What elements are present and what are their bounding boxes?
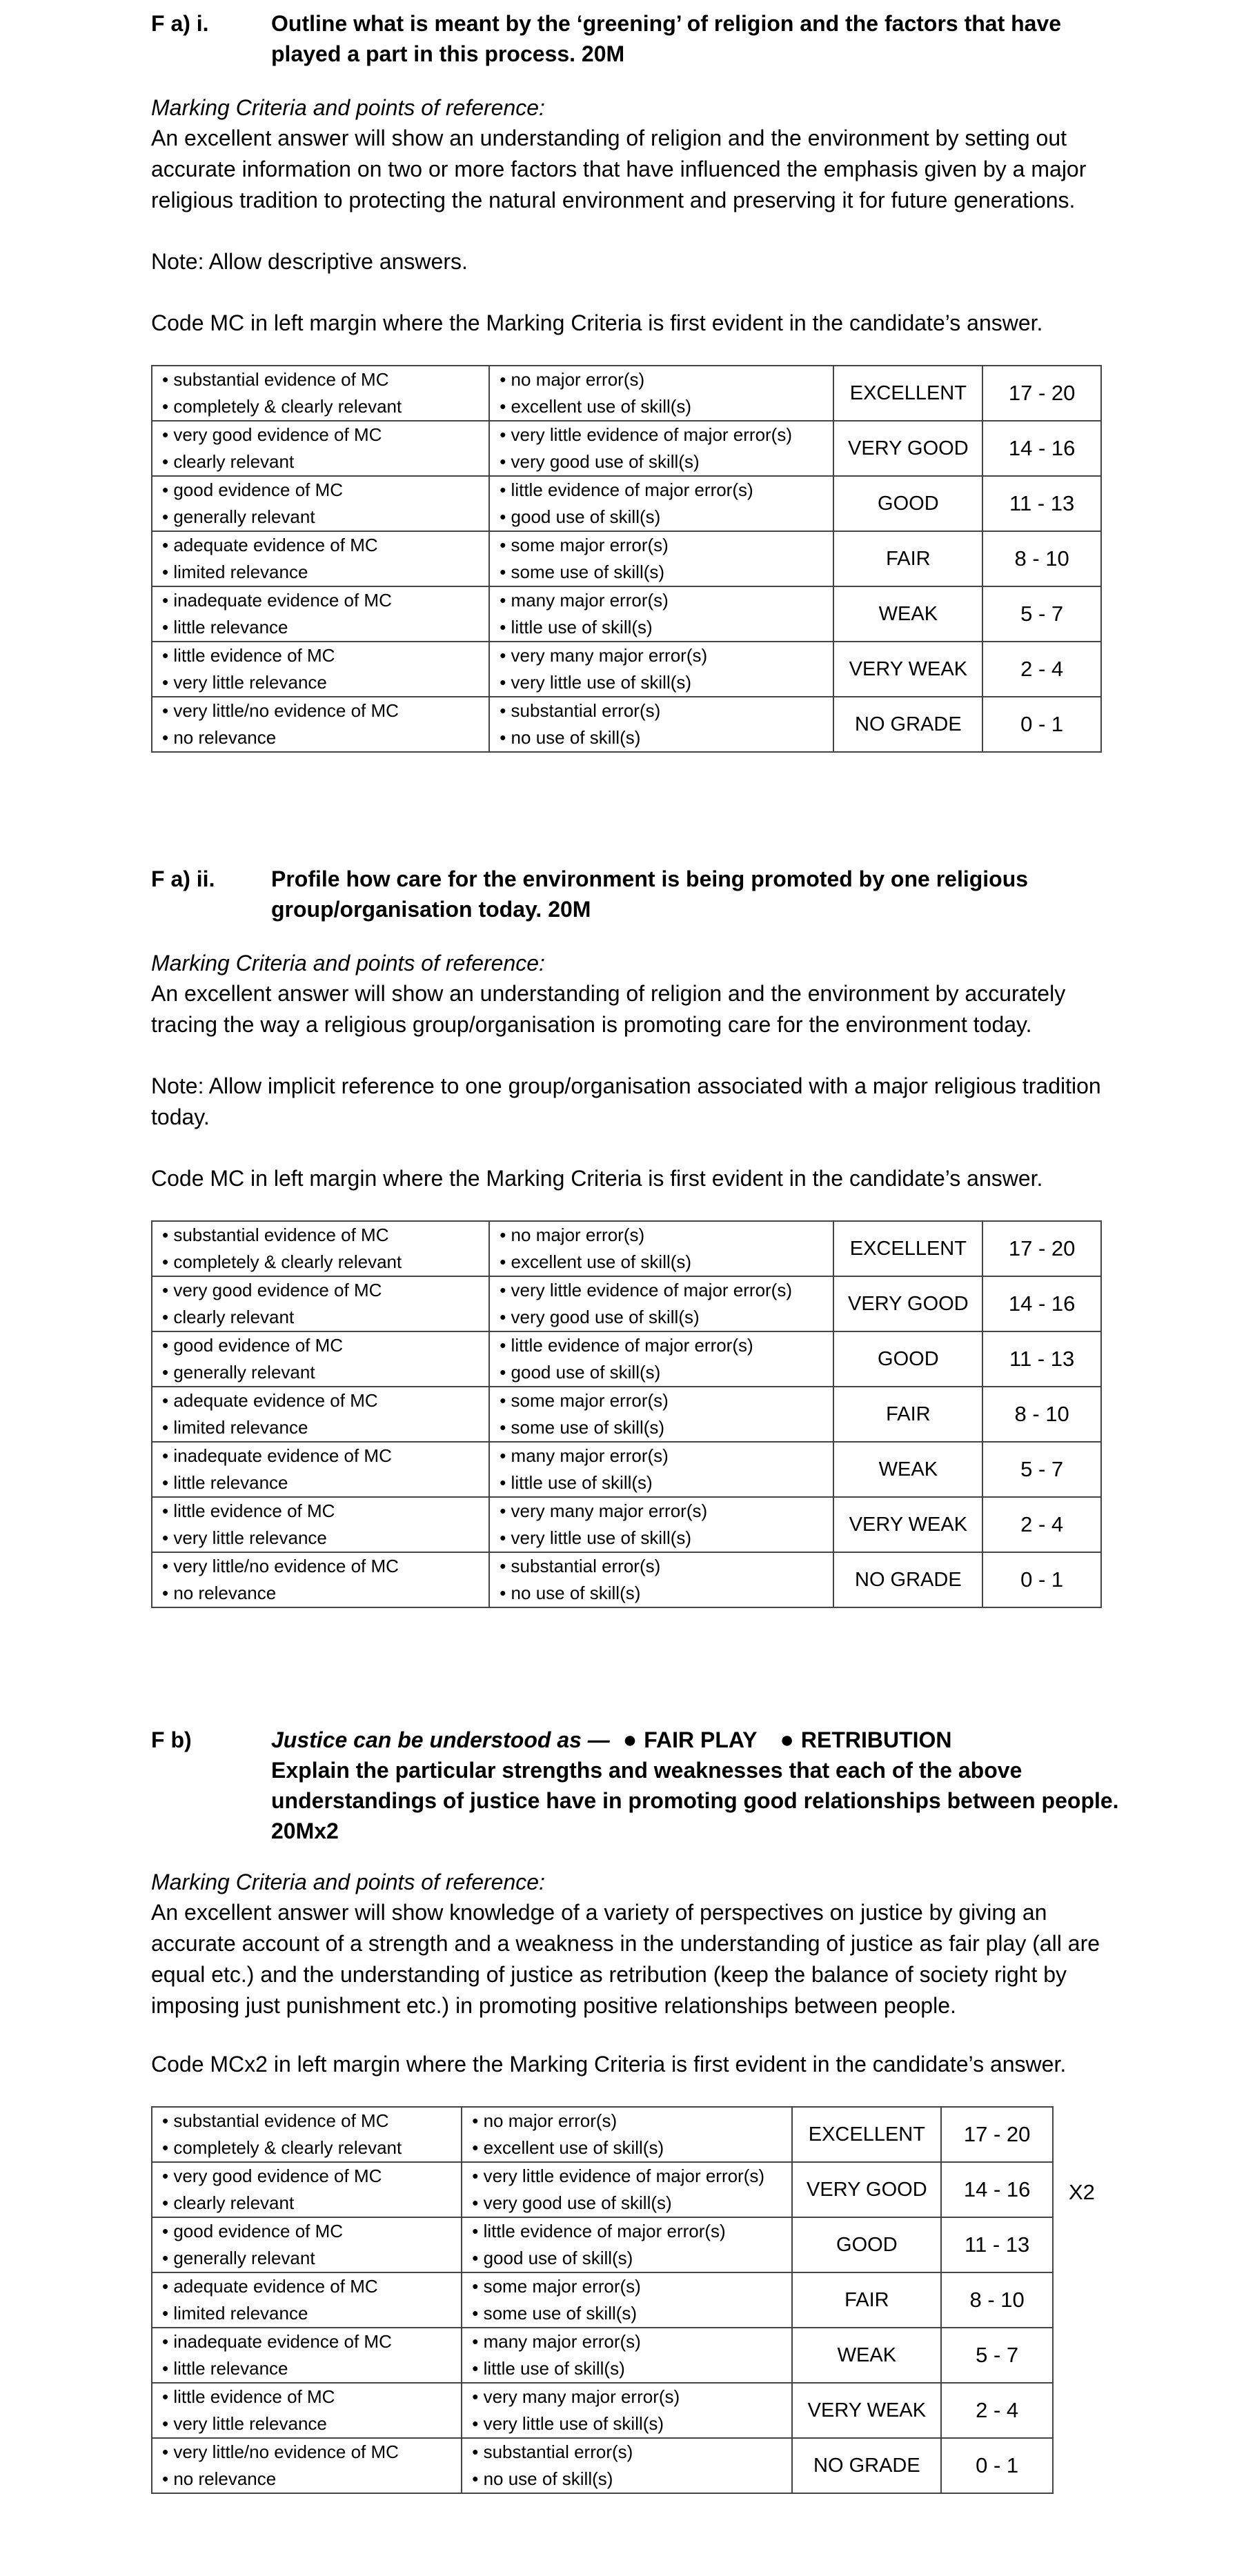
range-cell: 11 - 13 xyxy=(982,1331,1101,1387)
evidence-cell xyxy=(152,1331,489,1387)
evidence-cell xyxy=(152,2107,462,2162)
rubric-row xyxy=(152,1221,1101,1276)
option-retribution: ● RETRIBUTION xyxy=(780,1727,952,1753)
grade-cell: NO GRADE xyxy=(792,2438,941,2493)
evidence-text: • substantial evidence of MC xyxy=(162,1225,389,1245)
evidence-cell xyxy=(152,1387,489,1442)
range-cell: 17 - 20 xyxy=(941,2107,1053,2162)
evidence-cell xyxy=(152,586,489,642)
relevance-text: • no relevance xyxy=(162,727,277,748)
question-number: F a) ii. xyxy=(151,866,215,891)
evidence-text: • inadequate evidence of MC xyxy=(162,2331,392,2352)
skills-text: • some use of skill(s) xyxy=(472,2303,638,2324)
evidence-cell xyxy=(152,2272,462,2328)
code-note: Code MC in left margin where the Marking Criteria is first evident in the candidate’s answer. xyxy=(151,310,1043,335)
range-cell: 8 - 10 xyxy=(982,531,1101,586)
errors-text: • no major error(s) xyxy=(500,369,645,390)
errors-cell xyxy=(462,2217,792,2272)
evidence-text: • very good evidence of MC xyxy=(162,1280,382,1300)
grade-cell: WEAK xyxy=(833,1442,982,1497)
errors-text: • very little evidence of major error(s) xyxy=(500,1280,793,1300)
evidence-cell xyxy=(152,421,489,476)
grade-cell: VERY WEAK xyxy=(833,1497,982,1552)
skills-text: • very little use of skill(s) xyxy=(500,672,692,693)
rubric-table xyxy=(151,365,1102,753)
errors-text: • some major error(s) xyxy=(500,535,669,555)
errors-text: • very many major error(s) xyxy=(472,2386,680,2407)
evidence-cell xyxy=(152,642,489,697)
question-heading xyxy=(151,8,1131,69)
relevance-text: • no relevance xyxy=(162,1583,277,1603)
grade-cell: GOOD xyxy=(792,2217,941,2272)
skills-text: • no use of skill(s) xyxy=(472,2468,613,2489)
rubric-row xyxy=(152,2383,1053,2438)
errors-text: • no major error(s) xyxy=(500,1225,645,1245)
range-cell: 5 - 7 xyxy=(982,1442,1101,1497)
errors-cell xyxy=(462,2272,792,2328)
note: Note: Allow descriptive answers. xyxy=(151,249,468,274)
relevance-text: • very little relevance xyxy=(162,2413,327,2434)
evidence-text: • inadequate evidence of MC xyxy=(162,590,392,611)
skills-text: • excellent use of skill(s) xyxy=(472,2137,664,2158)
grade-cell: VERY GOOD xyxy=(833,1276,982,1331)
evidence-cell xyxy=(152,1221,489,1276)
question-text: Profile how care for the environment is being promoted by one religious group/organisation today. 20M xyxy=(271,866,1029,922)
relevance-text: • very little relevance xyxy=(162,672,327,693)
skills-text: • excellent use of skill(s) xyxy=(500,1251,692,1272)
evidence-text: • good evidence of MC xyxy=(162,2221,344,2241)
relevance-text: • very little relevance xyxy=(162,1527,327,1548)
relevance-text: • clearly relevant xyxy=(162,1307,295,1327)
relevance-text: • generally relevant xyxy=(162,2248,315,2268)
evidence-cell xyxy=(152,2162,462,2217)
evidence-cell xyxy=(152,697,489,752)
range-cell: 14 - 16 xyxy=(941,2162,1053,2217)
question-number: F b) xyxy=(151,1727,192,1752)
skills-text: • good use of skill(s) xyxy=(500,506,661,527)
range-cell: 11 - 13 xyxy=(982,476,1101,531)
relevance-text: • little relevance xyxy=(162,2358,288,2379)
relevance-text: • generally relevant xyxy=(162,1362,315,1383)
evidence-text: • adequate evidence of MC xyxy=(162,2276,378,2297)
question-heading xyxy=(151,864,1131,924)
marking-criteria-label: Marking Criteria and points of reference: xyxy=(151,951,545,975)
errors-cell xyxy=(489,1221,833,1276)
grade-cell: EXCELLENT xyxy=(792,2107,941,2162)
errors-text: • little evidence of major error(s) xyxy=(500,1335,753,1356)
grade-cell: NO GRADE xyxy=(833,1552,982,1607)
evidence-text: • little evidence of MC xyxy=(162,1500,335,1521)
evidence-cell xyxy=(152,2438,462,2493)
errors-cell xyxy=(489,366,833,421)
range-cell: 0 - 1 xyxy=(982,697,1101,752)
question-text: Outline what is meant by the ‘greening’ of religion and the factors that have played a part in this process. 20M xyxy=(271,11,1062,66)
question-number: F a) i. xyxy=(151,11,209,36)
evidence-cell xyxy=(152,1497,489,1552)
evidence-text: • little evidence of MC xyxy=(162,645,335,666)
errors-text: • very many major error(s) xyxy=(500,1500,708,1521)
relevance-text: • no relevance xyxy=(162,2468,277,2489)
evidence-text: • very good evidence of MC xyxy=(162,2166,382,2186)
errors-text: • substantial error(s) xyxy=(500,1556,661,1576)
skills-text: • very good use of skill(s) xyxy=(500,451,700,472)
code-note: Code MCx2 in left margin where the Marking Criteria is first evident in the candidate’s answer. xyxy=(151,2052,1067,2077)
range-cell: 11 - 13 xyxy=(941,2217,1053,2272)
grade-cell: VERY GOOD xyxy=(792,2162,941,2217)
question-text: Explain the particular strengths and weaknesses that each of the above understandings of justice have in promoting good relationships between people. 20Mx2 xyxy=(271,1758,1119,1843)
evidence-text: • substantial evidence of MC xyxy=(162,2110,389,2131)
evidence-text: • substantial evidence of MC xyxy=(162,369,389,390)
rubric-row xyxy=(152,697,1101,752)
evidence-cell xyxy=(152,1552,489,1607)
relevance-text: • generally relevant xyxy=(162,506,315,527)
grade-cell: WEAK xyxy=(833,586,982,642)
rubric-row xyxy=(152,531,1101,586)
marking-criteria-text: An excellent answer will show an understanding of religion and the environment by setting out accurate information on two or more factors that have influenced the emphasis given by a major religious tradition to protecting the natural environment and preserving it for future generations. xyxy=(151,126,1087,212)
relevance-text: • completely & clearly relevant xyxy=(162,396,402,417)
question-heading xyxy=(151,1725,1131,1846)
errors-text: • many major error(s) xyxy=(500,1445,669,1466)
range-cell: 8 - 10 xyxy=(982,1387,1101,1442)
errors-text: • some major error(s) xyxy=(472,2276,641,2297)
range-cell: 5 - 7 xyxy=(941,2328,1053,2383)
range-cell: 0 - 1 xyxy=(941,2438,1053,2493)
note: Note: Allow implicit reference to one group/organisation associated with a major religious tradition today. xyxy=(151,1073,1101,1129)
errors-text: • some major error(s) xyxy=(500,1390,669,1411)
question-lead: Justice can be understood as — xyxy=(271,1727,610,1752)
grade-cell: VERY WEAK xyxy=(792,2383,941,2438)
evidence-text: • very good evidence of MC xyxy=(162,424,382,445)
skills-text: • excellent use of skill(s) xyxy=(500,396,692,417)
rubric-row xyxy=(152,642,1101,697)
relevance-text: • limited relevance xyxy=(162,2303,308,2324)
errors-text: • no major error(s) xyxy=(472,2110,617,2131)
skills-text: • very good use of skill(s) xyxy=(472,2192,672,2213)
grade-cell: VERY WEAK xyxy=(833,642,982,697)
grade-cell: EXCELLENT xyxy=(833,366,982,421)
rubric-row xyxy=(152,366,1101,421)
evidence-text: • good evidence of MC xyxy=(162,479,344,500)
errors-cell xyxy=(489,1276,833,1331)
skills-text: • good use of skill(s) xyxy=(500,1362,661,1383)
evidence-text: • good evidence of MC xyxy=(162,1335,344,1356)
evidence-cell xyxy=(152,2217,462,2272)
range-cell: 5 - 7 xyxy=(982,586,1101,642)
marking-criteria-label: Marking Criteria and points of reference: xyxy=(151,95,545,120)
errors-cell xyxy=(489,586,833,642)
rubric-row xyxy=(152,476,1101,531)
errors-cell xyxy=(462,2383,792,2438)
errors-text: • very little evidence of major error(s) xyxy=(500,424,793,445)
skills-text: • no use of skill(s) xyxy=(500,1583,641,1603)
range-cell: 8 - 10 xyxy=(941,2272,1053,2328)
errors-cell xyxy=(489,1331,833,1387)
evidence-text: • very little/no evidence of MC xyxy=(162,1556,399,1576)
evidence-cell xyxy=(152,1442,489,1497)
skills-text: • good use of skill(s) xyxy=(472,2248,633,2268)
errors-cell xyxy=(489,642,833,697)
skills-text: • very little use of skill(s) xyxy=(500,1527,692,1548)
evidence-text: • adequate evidence of MC xyxy=(162,1390,378,1411)
rubric-row xyxy=(152,2107,1053,2162)
marking-criteria-text: An excellent answer will show knowledge of a variety of perspectives on justice by giving an accurate account of a strength and a weakness in the understanding of justice as fair play (all are equal etc.) and the understanding of justice as retribution (keep the balance of society right by imposing just punishment etc.) in promoting positive relationships between people. xyxy=(151,1900,1100,2018)
rubric-row xyxy=(152,1442,1101,1497)
evidence-cell xyxy=(152,2328,462,2383)
evidence-text: • very little/no evidence of MC xyxy=(162,2441,399,2462)
grade-cell: VERY GOOD xyxy=(833,421,982,476)
range-cell: 14 - 16 xyxy=(982,421,1101,476)
grade-cell: GOOD xyxy=(833,1331,982,1387)
errors-text: • very little evidence of major error(s) xyxy=(472,2166,765,2186)
evidence-cell xyxy=(152,366,489,421)
errors-text: • little evidence of major error(s) xyxy=(472,2221,726,2241)
range-cell: 17 - 20 xyxy=(982,1221,1101,1276)
relevance-text: • clearly relevant xyxy=(162,451,295,472)
errors-cell xyxy=(462,2162,792,2217)
skills-text: • little use of skill(s) xyxy=(472,2358,625,2379)
errors-cell xyxy=(462,2438,792,2493)
skills-text: • little use of skill(s) xyxy=(500,1472,653,1493)
evidence-cell xyxy=(152,531,489,586)
skills-text: • little use of skill(s) xyxy=(500,617,653,637)
skills-text: • very little use of skill(s) xyxy=(472,2413,664,2434)
grade-cell: EXCELLENT xyxy=(833,1221,982,1276)
rubric-row xyxy=(152,1387,1101,1442)
rubric-row xyxy=(152,1331,1101,1387)
relevance-text: • little relevance xyxy=(162,1472,288,1493)
evidence-cell xyxy=(152,1276,489,1331)
errors-cell xyxy=(489,476,833,531)
question-lead-line xyxy=(271,1725,1131,1755)
question-f-a-i xyxy=(151,8,1131,753)
option-fair-play: ● FAIR PLAY xyxy=(622,1727,758,1753)
grade-cell: FAIR xyxy=(833,531,982,586)
rubric-row xyxy=(152,421,1101,476)
rubric-row xyxy=(152,2162,1053,2217)
marking-criteria-text: An excellent answer will show an understanding of religion and the environment by accurately tracing the way a religious group/organisation is promoting care for the environment today. xyxy=(151,981,1066,1037)
errors-cell xyxy=(489,531,833,586)
errors-cell xyxy=(489,1497,833,1552)
grade-cell: NO GRADE xyxy=(833,697,982,752)
relevance-text: • limited relevance xyxy=(162,1417,308,1438)
skills-text: • some use of skill(s) xyxy=(500,562,665,582)
skills-text: • no use of skill(s) xyxy=(500,727,641,748)
grade-cell: FAIR xyxy=(792,2272,941,2328)
skills-text: • very good use of skill(s) xyxy=(500,1307,700,1327)
question-f-b xyxy=(151,1725,1131,2494)
range-cell: 14 - 16 xyxy=(982,1276,1101,1331)
errors-text: • substantial error(s) xyxy=(500,700,661,721)
errors-cell xyxy=(489,1552,833,1607)
grade-cell: FAIR xyxy=(833,1387,982,1442)
errors-cell xyxy=(462,2107,792,2162)
grade-cell: GOOD xyxy=(833,476,982,531)
errors-cell xyxy=(489,1442,833,1497)
evidence-cell xyxy=(152,476,489,531)
bullet-icon: ● xyxy=(622,1727,638,1753)
rubric-row xyxy=(152,1497,1101,1552)
rubric-row xyxy=(152,1276,1101,1331)
multiplier-label: X2 xyxy=(1069,2180,1095,2204)
range-cell: 17 - 20 xyxy=(982,366,1101,421)
grade-cell: WEAK xyxy=(792,2328,941,2383)
rubric-row xyxy=(152,2328,1053,2383)
evidence-text: • little evidence of MC xyxy=(162,2386,335,2407)
errors-text: • many major error(s) xyxy=(500,590,669,611)
relevance-text: • completely & clearly relevant xyxy=(162,1251,402,1272)
marking-criteria-label: Marking Criteria and points of reference: xyxy=(151,1870,545,1894)
rubric-row xyxy=(152,2217,1053,2272)
errors-cell xyxy=(489,697,833,752)
errors-text: • substantial error(s) xyxy=(472,2441,633,2462)
question-f-a-ii xyxy=(151,864,1131,1608)
relevance-text: • limited relevance xyxy=(162,562,308,582)
evidence-cell xyxy=(152,2383,462,2438)
rubric-table xyxy=(151,1220,1102,1608)
errors-text: • little evidence of major error(s) xyxy=(500,479,753,500)
errors-cell xyxy=(462,2328,792,2383)
range-cell: 0 - 1 xyxy=(982,1552,1101,1607)
relevance-text: • clearly relevant xyxy=(162,2192,295,2213)
relevance-text: • completely & clearly relevant xyxy=(162,2137,402,2158)
errors-text: • many major error(s) xyxy=(472,2331,641,2352)
bullet-icon: ● xyxy=(780,1727,794,1753)
rubric-row xyxy=(152,2272,1053,2328)
rubric-table xyxy=(151,2106,1054,2494)
range-cell: 2 - 4 xyxy=(941,2383,1053,2438)
range-cell: 2 - 4 xyxy=(982,642,1101,697)
errors-cell xyxy=(489,421,833,476)
skills-text: • some use of skill(s) xyxy=(500,1417,665,1438)
relevance-text: • little relevance xyxy=(162,617,288,637)
rubric-row xyxy=(152,1552,1101,1607)
evidence-text: • very little/no evidence of MC xyxy=(162,700,399,721)
rubric-row xyxy=(152,586,1101,642)
range-cell: 2 - 4 xyxy=(982,1497,1101,1552)
errors-text: • very many major error(s) xyxy=(500,645,708,666)
evidence-text: • adequate evidence of MC xyxy=(162,535,378,555)
errors-cell xyxy=(489,1387,833,1442)
rubric-row xyxy=(152,2438,1053,2493)
evidence-text: • inadequate evidence of MC xyxy=(162,1445,392,1466)
code-note: Code MC in left margin where the Marking Criteria is first evident in the candidate’s answer. xyxy=(151,1166,1043,1191)
